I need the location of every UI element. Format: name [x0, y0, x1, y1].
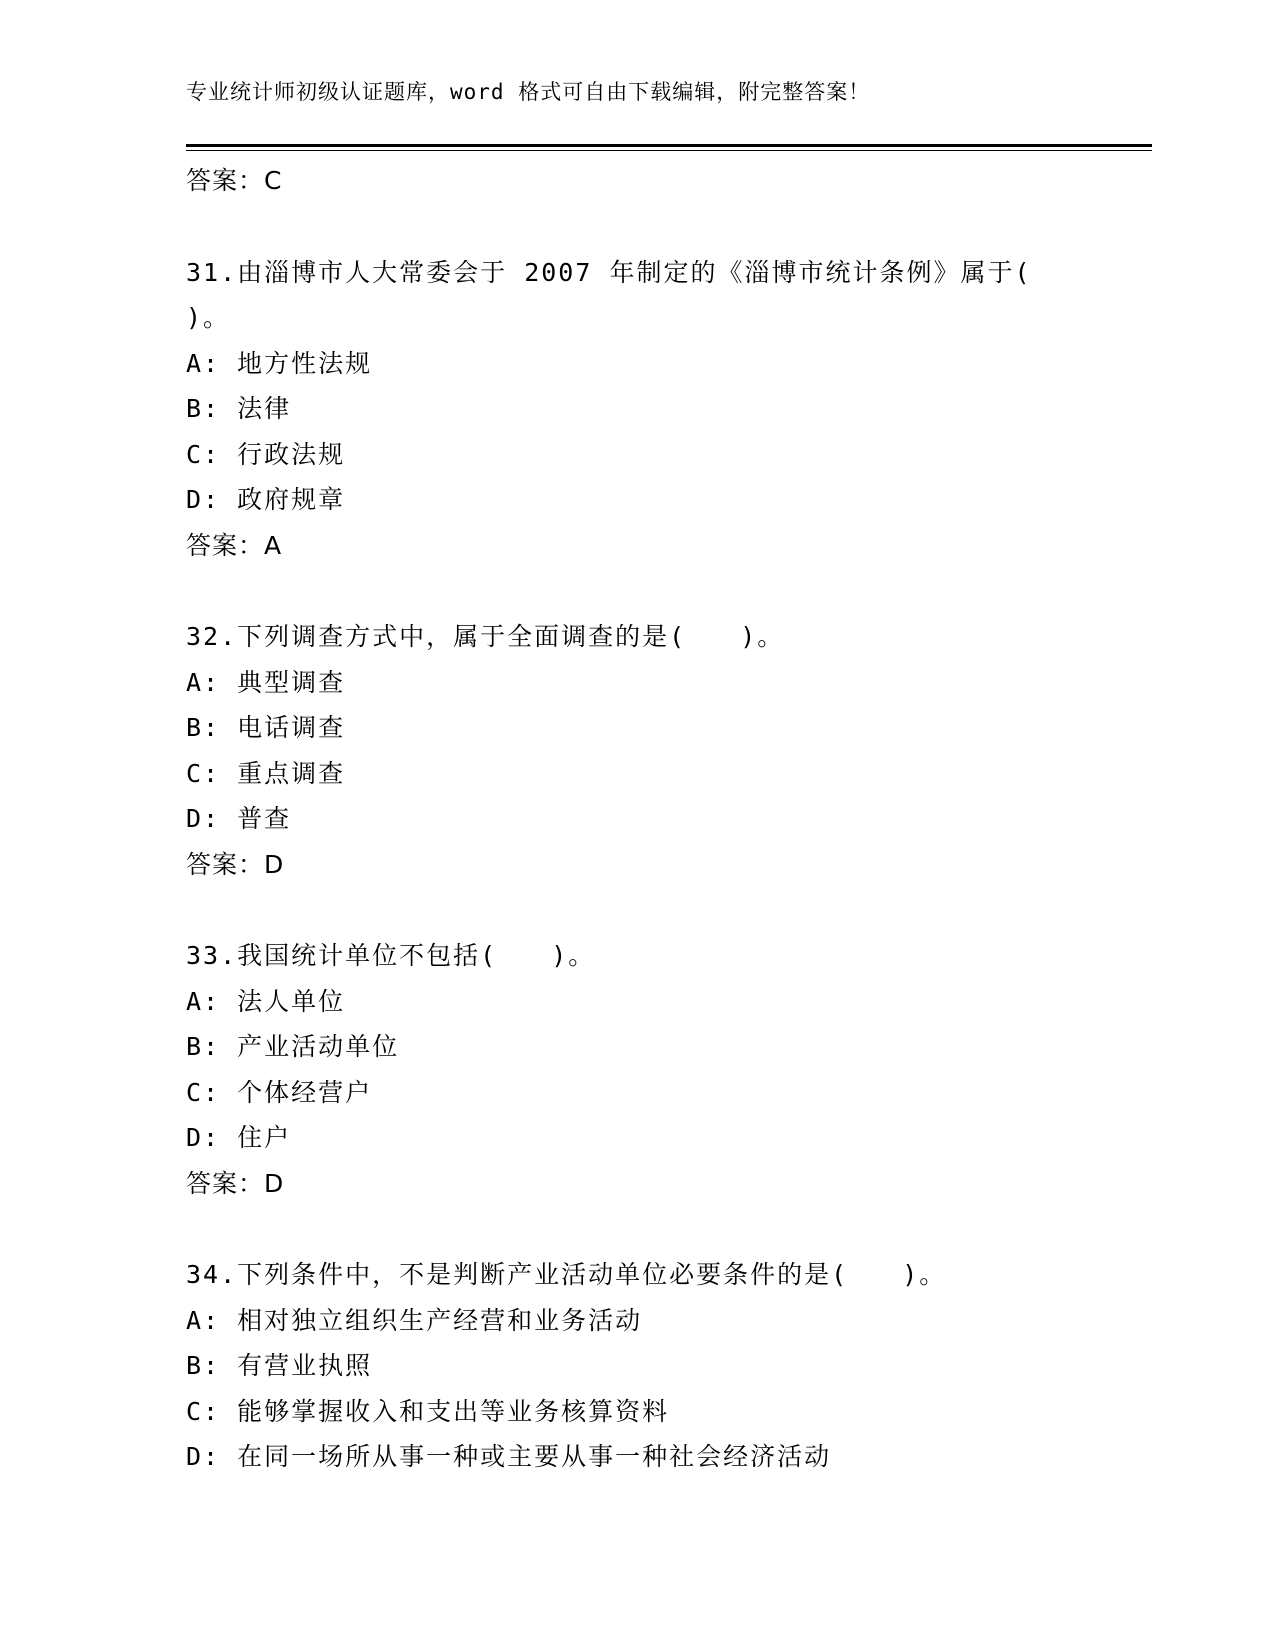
spacer [186, 887, 1152, 933]
option-c: C: 个体经营户 [186, 1077, 373, 1107]
option-d: D: 普查 [186, 804, 292, 833]
spacer [186, 1206, 1152, 1252]
option-a: A: 相对独立组织生产经营和业务活动 [186, 1305, 643, 1335]
question-31 [186, 250, 1152, 569]
option-c: C: 重点调查 [186, 758, 346, 788]
option-c: C: 行政法规 [186, 439, 346, 469]
header-rule-thick [186, 144, 1152, 147]
option-b: B: 产业活动单位 [186, 1032, 400, 1061]
previous-answer: 答案：C [186, 166, 283, 195]
answer: 答案：D [186, 849, 285, 879]
option-d: D: 政府规章 [186, 485, 346, 514]
option-c: C: 能够掌握收入和支出等业务核算资料 [186, 1396, 670, 1426]
question-32 [186, 614, 1152, 887]
option-a: A: 地方性法规 [186, 348, 373, 378]
option-a: A: 法人单位 [186, 986, 346, 1016]
option-d: D: 住户 [186, 1123, 292, 1152]
header-note: 专业统计师初级认证题库，word 格式可自由下载编辑，附完整答案！ [186, 80, 871, 104]
answer: 答案：A [186, 530, 283, 560]
question-text: 32.下列调查方式中，属于全面调查的是( )。 [186, 622, 785, 651]
question-34 [186, 1252, 1152, 1480]
option-b: B: 电话调查 [186, 713, 346, 742]
question-text: 31.由淄博市人大常委会于 2007 年制定的《淄博市统计条例》属于( [186, 257, 1032, 287]
question-33 [186, 933, 1152, 1206]
option-b: B: 法律 [186, 394, 292, 423]
spacer [186, 568, 1152, 614]
question-text-continued: )。 [186, 303, 231, 332]
question-text: 33.我国统计单位不包括( )。 [186, 941, 596, 970]
spacer [186, 204, 1152, 250]
option-b: B: 有营业执照 [186, 1351, 373, 1380]
question-list [186, 158, 1152, 1480]
header-rule-thin [186, 150, 1152, 151]
question-text: 34.下列条件中，不是判断产业活动单位必要条件的是( )。 [186, 1260, 947, 1289]
option-d: D: 在同一场所从事一种或主要从事一种社会经济活动 [186, 1442, 832, 1471]
option-a: A: 典型调查 [186, 667, 346, 697]
answer: 答案：D [186, 1168, 285, 1198]
